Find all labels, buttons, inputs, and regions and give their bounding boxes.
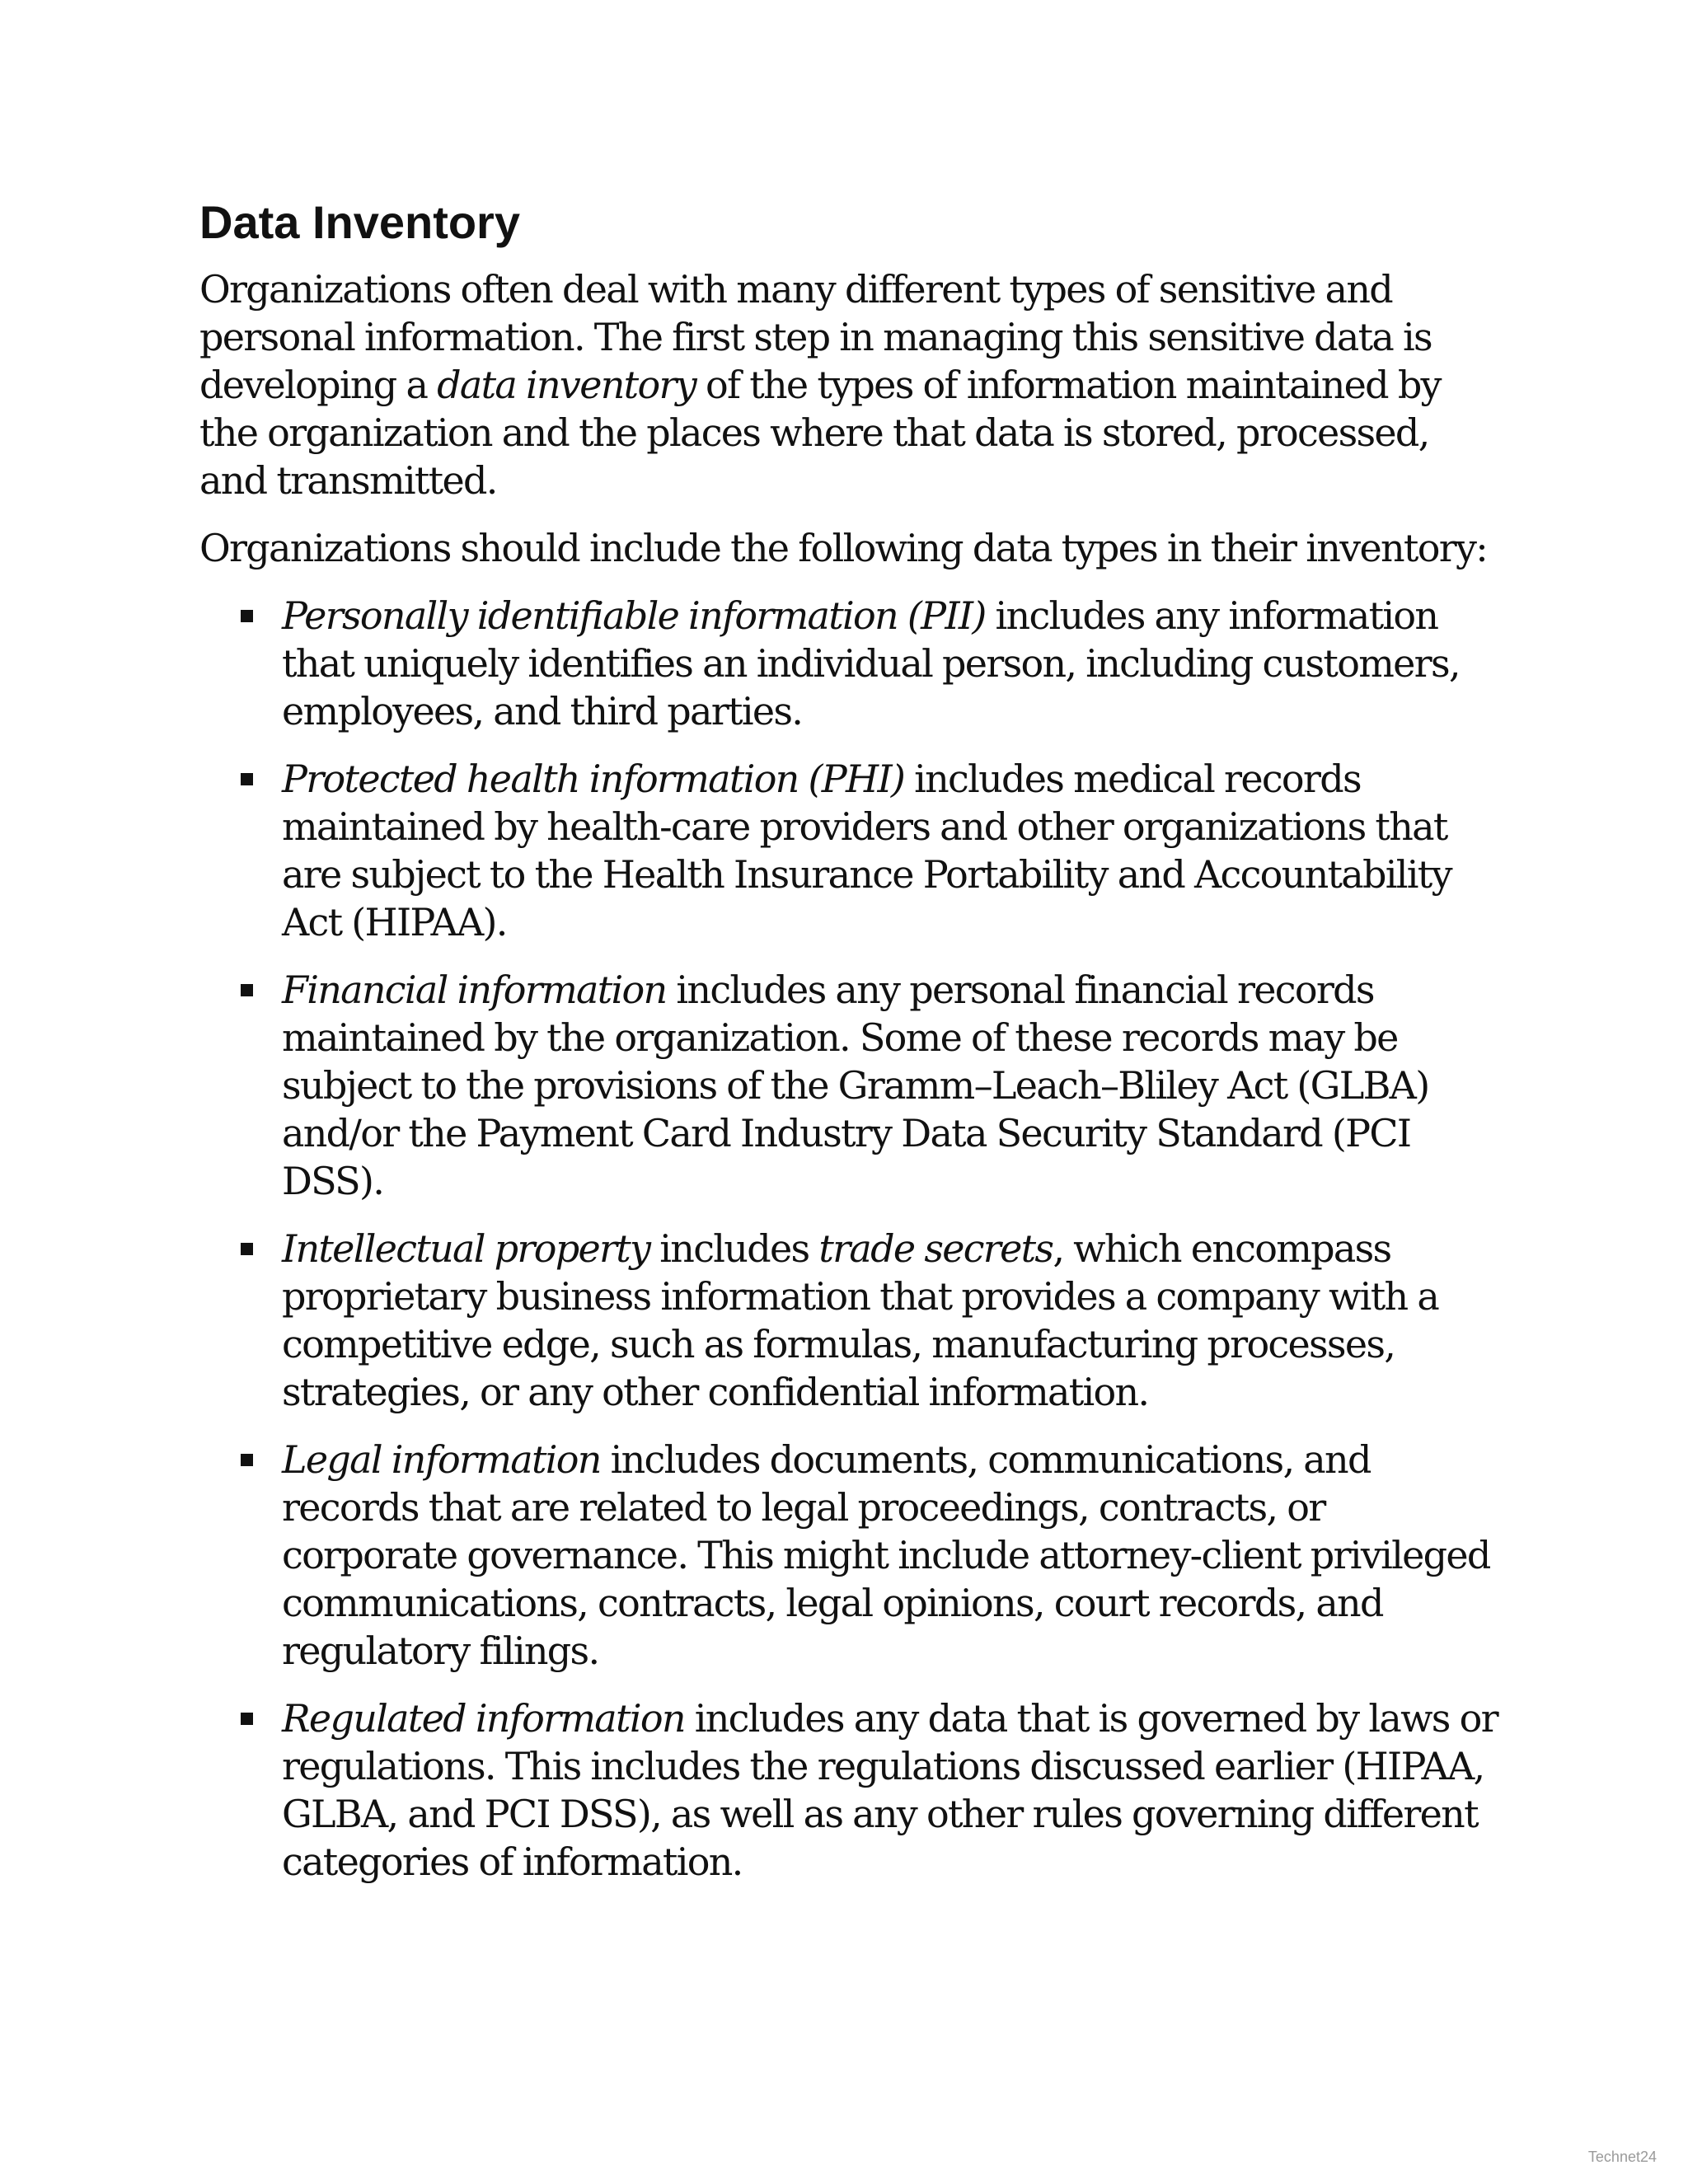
list-item-text: includes any personal financial records maintained by the organization. Some of these records may be subject to the provisions of the Gramm–Leach–Bliley Act (GLBA) and/or the Payment Card Industry Data Security Standard (PCI DSS).	[282, 968, 1429, 1204]
list-item-regulated	[282, 1694, 1502, 1886]
list-item-legal	[282, 1436, 1502, 1675]
data-types-list	[199, 592, 1502, 1886]
list-item-text: includes documents, communications, and records that are related to legal proceedings, contracts, or corporate governance. This might include attorney-client privileged communications, contracts, legal opinions, court records, and regulatory filings.	[282, 1437, 1490, 1674]
square-bullet-icon	[241, 1454, 253, 1466]
list-item-phi	[282, 755, 1502, 946]
square-bullet-icon	[241, 1713, 253, 1725]
list-item-term: Personally identifiable information (PII)	[282, 593, 986, 639]
square-bullet-icon	[241, 1243, 253, 1255]
list-item-term-secondary: trade secrets	[818, 1226, 1053, 1272]
list-item-term: Legal information	[282, 1437, 601, 1483]
page-content	[199, 196, 1502, 1905]
intro-paragraph	[199, 265, 1502, 504]
list-item-text: includes medical records maintained by health-care providers and other organizations that are subject to the Health Insurance Portability and Accountability Act (HIPAA).	[282, 757, 1451, 945]
square-bullet-icon	[241, 610, 253, 622]
square-bullet-icon	[241, 773, 253, 785]
list-item-financial	[282, 966, 1502, 1205]
intro-text-after: of the types of information maintained by the organization and the places where that data is stored, processed, and transmitted.	[199, 363, 1441, 504]
list-item-intellectual-property	[282, 1225, 1502, 1416]
list-item-term: Protected health information (PHI)	[282, 757, 905, 802]
list-item-text: includes any information that uniquely identifies an individual person, including customers, employees, and third parties.	[282, 593, 1460, 734]
list-item-term: Intellectual property	[282, 1226, 650, 1272]
footer-watermark: Technet24	[1587, 2149, 1657, 2165]
list-item-text: includes any data that is governed by laws or regulations. This includes the regulations discussed earlier (HIPAA, GLBA, and PCI DSS), as well as any other rules governing different categories of information.	[282, 1696, 1498, 1885]
page-title: Data Inventory	[199, 196, 520, 248]
lead-paragraph: Organizations should include the following data types in their inventory:	[199, 526, 1488, 571]
square-bullet-icon	[241, 984, 253, 996]
list-item-term: Regulated information	[282, 1696, 685, 1741]
list-item-term: Financial information	[282, 968, 667, 1013]
list-item-text: includes	[649, 1226, 819, 1272]
intro-term: data inventory	[437, 363, 696, 408]
list-item-text-secondary: , which encompass proprietary business information that provides a company with a competitive edge, such as formulas, manufacturing processes, strategies, or any other confidential information.	[282, 1226, 1439, 1415]
intro-text-before: Organizations often deal with many different types of sensitive and personal information. The first step in managing this sensitive data is developing a	[199, 267, 1432, 408]
list-item-pii	[282, 592, 1502, 735]
